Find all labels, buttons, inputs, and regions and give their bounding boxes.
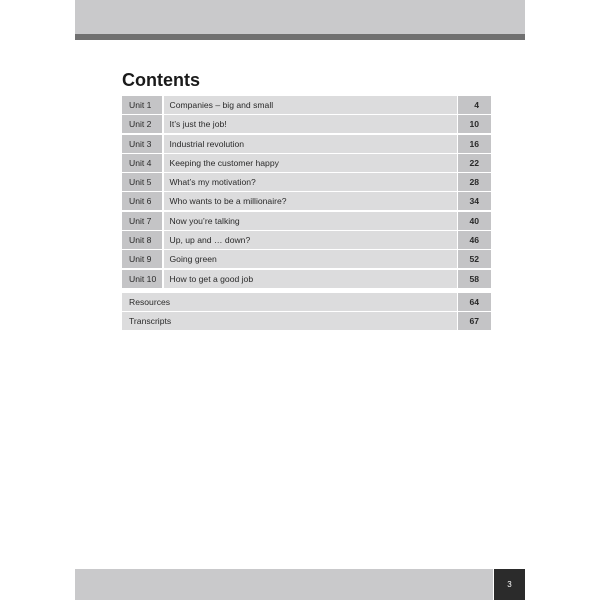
page-number: 58 (458, 270, 491, 288)
unit-label: Unit 5 (122, 173, 162, 191)
unit-title: Going green (164, 250, 457, 268)
page-number: 4 (458, 96, 491, 114)
unit-label: Unit 2 (122, 115, 162, 133)
unit-title: How to get a good job (164, 270, 457, 288)
header-rule (75, 34, 525, 40)
section-title: Transcripts (122, 312, 457, 330)
toc-row-unit-9 (122, 250, 491, 268)
page-number: 46 (458, 231, 491, 249)
page-number: 67 (458, 312, 491, 330)
unit-title: It’s just the job! (164, 115, 457, 133)
page-number: 16 (458, 135, 491, 153)
unit-title: What’s my motivation? (164, 173, 457, 191)
unit-title: Up, up and … down? (164, 231, 457, 249)
unit-label: Unit 6 (122, 192, 162, 210)
page-title: Contents (122, 70, 200, 90)
toc-row-unit-5 (122, 173, 491, 191)
toc-row-unit-2 (122, 115, 491, 133)
unit-label: Unit 1 (122, 96, 162, 114)
page-number: 34 (458, 192, 491, 210)
toc-row-unit-1 (122, 96, 491, 114)
unit-label: Unit 3 (122, 135, 162, 153)
unit-label: Unit 10 (122, 270, 162, 288)
header-band (75, 0, 525, 34)
toc-row-unit-8 (122, 231, 491, 249)
page-number: 64 (458, 293, 491, 311)
unit-label: Unit 8 (122, 231, 162, 249)
folio: 3 (494, 569, 525, 600)
toc-row-unit-4 (122, 154, 491, 172)
page-number: 22 (458, 154, 491, 172)
page-number: 28 (458, 173, 491, 191)
toc-row-unit-10 (122, 270, 491, 288)
page-number: 52 (458, 250, 491, 268)
unit-title: Now you’re talking (164, 212, 457, 230)
toc-row-transcripts (122, 312, 491, 330)
unit-title: Companies – big and small (164, 96, 457, 114)
unit-title: Keeping the customer happy (164, 154, 457, 172)
page-number: 10 (458, 115, 491, 133)
unit-label: Unit 7 (122, 212, 162, 230)
unit-title: Industrial revolution (164, 135, 457, 153)
unit-title: Who wants to be a millionaire? (164, 192, 457, 210)
contents-table (122, 96, 491, 332)
unit-label: Unit 4 (122, 154, 162, 172)
unit-label: Unit 9 (122, 250, 162, 268)
toc-row-resources (122, 293, 491, 311)
toc-row-unit-6 (122, 192, 491, 210)
toc-row-unit-7 (122, 212, 491, 230)
section-title: Resources (122, 293, 457, 311)
page-number: 40 (458, 212, 491, 230)
footer-band (75, 569, 493, 600)
toc-row-unit-3 (122, 135, 491, 153)
